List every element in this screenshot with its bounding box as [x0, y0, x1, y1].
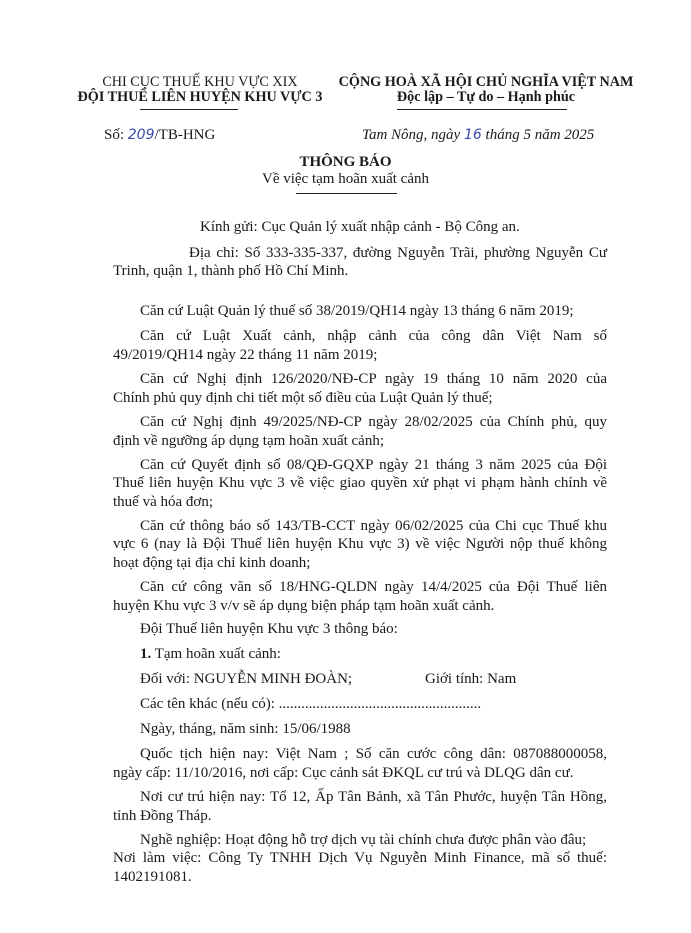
person-other-names: Các tên khác (nếu có): ...................................................... [140, 696, 482, 712]
nation-line-1: CỘNG HOÀ XÃ HỘI CHỦ NGHĨA VIỆT NAM [338, 74, 634, 90]
basis-5-line-2: Thuế liên huyện Khu vực 3 về việc giao quyền xử phạt vi phạm hành chính về [113, 475, 607, 491]
person-occupation: Nghề nghiệp: Hoạt động hỗ trợ dịch vụ tài chính chưa được phân vào đâu; [140, 832, 587, 848]
document-number [104, 127, 215, 144]
nation-header [336, 75, 636, 105]
document-date [362, 127, 594, 144]
so-number-handwritten: 209 [127, 127, 155, 143]
agency-underline [140, 109, 238, 110]
basis-2-line-2: 49/2019/QH14 ngày 22 tháng 11 năm 2019; [113, 347, 378, 363]
person-workplace-line-1: Nơi làm việc: Công Ty TNHH Dịch Vụ Nguyễn Minh Finance, mã số thuế: [113, 850, 607, 866]
subtitle-underline [296, 193, 397, 194]
basis-6-line-1: Căn cứ thông báo số 143/TB-CCT ngày 06/02/2025 của Chi cục Thuế khu [140, 518, 607, 534]
basis-2-line-1: Căn cứ Luật Xuất cảnh, nhập cảnh của công dân Việt Nam số [140, 328, 607, 344]
agency-line-1: CHI CỤC THUẾ KHU VỰC XIX [102, 74, 298, 90]
basis-7-line-2: huyện Khu vực 3 v/v sẽ áp dụng biện pháp tạm hoãn xuất cảnh. [113, 598, 495, 614]
basis-5-line-1: Căn cứ Quyết định số 08/QĐ-GQXP ngày 21 tháng 3 năm 2025 của Đội [140, 457, 607, 473]
person-birthdate: Ngày, tháng, năm sinh: 15/06/1988 [140, 721, 351, 737]
section-1-heading [140, 646, 281, 663]
section-1-title: Tạm hoãn xuất cảnh: [154, 646, 281, 662]
so-suffix: /TB-HNG [154, 127, 216, 143]
basis-5-line-3: thuế và hóa đơn; [113, 494, 213, 510]
agency-line-2: ĐỘI THUẾ LIÊN HUYỆN KHU VỰC 3 [77, 89, 323, 105]
person-nationality-line-2: ngày cấp: 11/10/2016, nơi cấp: Cục cảnh sát ĐKQL cư trú và DLQG dân cư. [113, 765, 574, 781]
motto-line: Độc lập – Tự do – Hạnh phúc [396, 89, 576, 105]
person-gender: Giới tính: Nam [425, 671, 517, 687]
agency-header [60, 75, 340, 105]
so-label: Số: [104, 127, 125, 143]
basis-7-line-1: Căn cứ công văn số 18/HNG-QLDN ngày 14/4/2025 của Đội Thuế liên [140, 579, 607, 595]
basis-4-line-1: Căn cứ Nghị định 49/2025/NĐ-CP ngày 28/02/2025 của Chính phủ, quy [140, 414, 607, 430]
person-residence-line-1: Nơi cư trú hiện nay: Tổ 12, Ấp Tân Bảnh, xã Tân Phước, huyện Tân Hồng, [140, 789, 607, 805]
document-subtitle: Về việc tạm hoãn xuất cảnh [261, 171, 429, 187]
basis-3-line-2: Chính phủ quy định chi tiết một số điều của Luật Quản lý thuế; [113, 390, 493, 406]
recipient-address-line-2: Trinh, quận 1, thành phố Hồ Chí Minh. [113, 263, 349, 279]
recipient-address-line-1: Địa chỉ: Số 333-335-337, đường Nguyễn Trãi, phường Nguyễn Cư [189, 245, 607, 261]
date-day-handwritten: 16 [463, 127, 482, 143]
basis-6-line-3: hoạt động tại địa chỉ kinh doanh; [113, 555, 311, 571]
document-title: THÔNG BÁO [299, 154, 392, 170]
date-suffix: tháng 5 năm 2025 [485, 127, 595, 143]
recipient-line: Kính gửi: Cục Quản lý xuất nhập cảnh - Bộ Công an. [200, 219, 520, 235]
person-nationality-line-1: Quốc tịch hiện nay: Việt Nam ; Số căn cước công dân: 087088000058, [140, 746, 607, 762]
date-prefix: Tam Nông, ngày [362, 127, 461, 143]
person-residence-line-2: tỉnh Đồng Tháp. [113, 808, 212, 824]
section-1-number: 1. [140, 646, 152, 662]
basis-6-line-2: vực 6 (nay là Đội Thuế liên huyện Khu vực 3) về việc Người nộp thuế không [113, 536, 607, 552]
basis-3-line-1: Căn cứ Nghị định 126/2020/NĐ-CP ngày 19 tháng 10 năm 2020 của [140, 371, 607, 387]
motto-underline [397, 109, 567, 110]
person-name: Đối với: NGUYỄN MINH ĐOÀN; [140, 671, 353, 687]
basis-1-line-1: Căn cứ Luật Quản lý thuế số 38/2019/QH14 ngày 13 tháng 6 năm 2019; [140, 303, 574, 319]
person-workplace-line-2: 1402191081. [113, 869, 192, 885]
basis-4-line-2: định về ngưỡng áp dụng tạm hoãn xuất cảnh; [113, 433, 385, 449]
notice-intro: Đội Thuế liên huyện Khu vực 3 thông báo: [140, 621, 398, 637]
